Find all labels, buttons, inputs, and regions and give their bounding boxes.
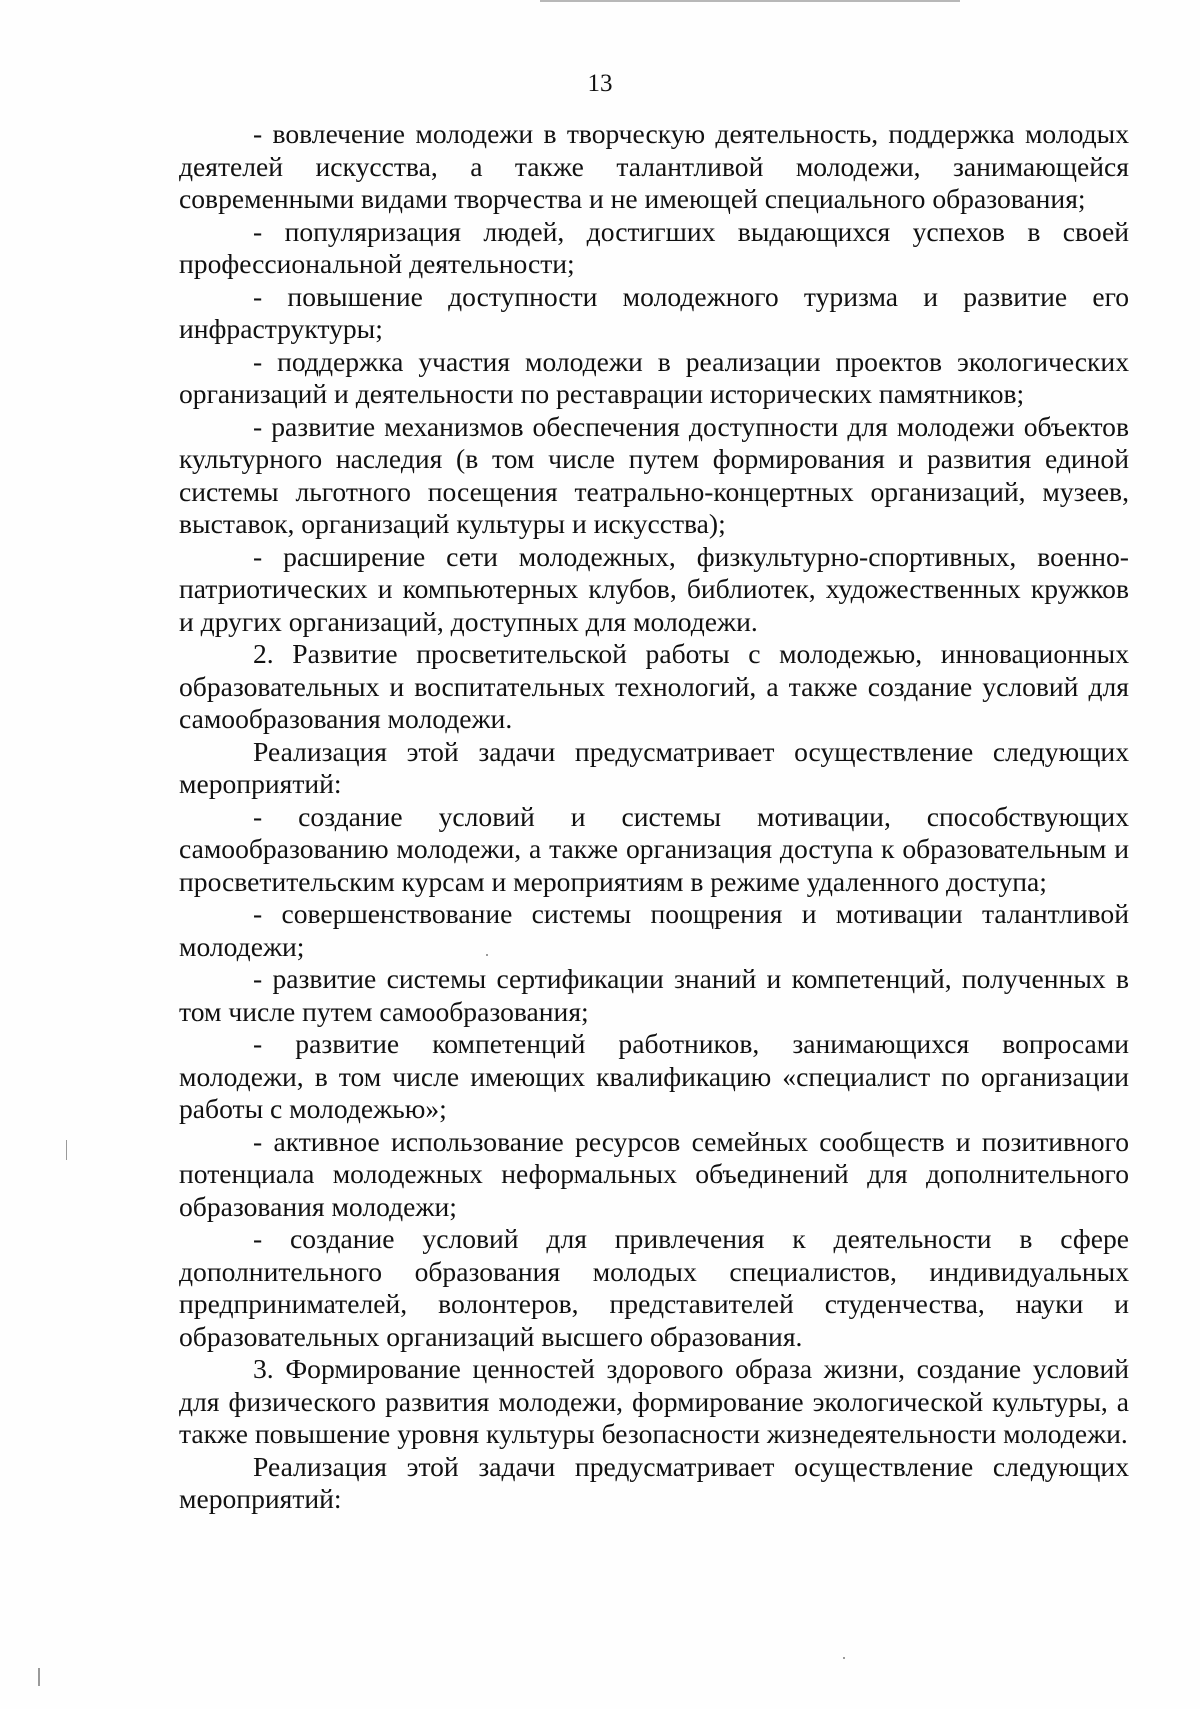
- scan-speck: [38, 1668, 40, 1686]
- paragraph: - расширение сети молодежных, физкультурно-спортивных, военно-патриотических и компьютерных клубов, библиотек, художественных кружков и других организаций, доступных для молодежи.: [179, 540, 1129, 637]
- scan-edge-line: [540, 0, 960, 2]
- paragraph: - совершенствование системы поощрения и мотивации талантливой молодежи;: [179, 898, 1129, 962]
- paragraph: - повышение доступности молодежного туризма и развитие его инфраструктуры;: [179, 280, 1129, 344]
- paragraph: - поддержка участия молодежи в реализации проектов экологических организаций и деятельности по реставрации исторических памятников;: [179, 345, 1129, 409]
- document-body: [179, 118, 1129, 1516]
- paragraph: - создание условий и системы мотивации, способствующих самообразованию молодежи, а также организация доступа к образовательным и просветительским курсам и мероприятиям в режиме удаленного доступа;: [179, 800, 1129, 897]
- paragraph: - вовлечение молодежи в творческую деятельность, поддержка молодых деятелей искусства, а также талантливой молодежи, занимающейся современными видами творчества и не имеющей специального образования;: [179, 118, 1129, 214]
- paragraph: - развитие механизмов обеспечения доступности для молодежи объектов культурного наследия (в том числе путем формирования и развития единой системы льготного посещения театрально-концертных организаций, музеев, выставок, организаций культуры и искусства);: [179, 410, 1129, 539]
- paragraph: - создание условий для привлечения к деятельности в сфере дополнительного образования молодых специалистов, индивидуальных предпринимателей, волонтеров, представителей студенчества, науки и образовательных организаций высшего образования.: [179, 1223, 1129, 1352]
- paragraph: - развитие системы сертификации знаний и компетенций, полученных в том числе путем самообразования;: [179, 963, 1129, 1027]
- paragraph: Реализация этой задачи предусматривает осуществление следующих мероприятий:: [179, 735, 1129, 799]
- scan-speck: [843, 1657, 845, 1659]
- paragraph: Реализация этой задачи предусматривает осуществление следующих мероприятий:: [179, 1450, 1129, 1514]
- paragraph: - популяризация людей, достигших выдающихся успехов в своей профессиональной деятельности;: [179, 215, 1129, 279]
- paragraph: - развитие компетенций работников, занимающихся вопросами молодежи, в том числе имеющих квалификацию «специалист по организации работы с молодежью»;: [179, 1028, 1129, 1124]
- paragraph: 3. Формирование ценностей здорового образа жизни, создание условий для физического развития молодежи, формирование экологической культуры, а также повышение уровня культуры безопасности жизнедеятельности молодежи.: [179, 1353, 1129, 1449]
- page-number: 13: [587, 70, 613, 97]
- scan-speck: [66, 1140, 67, 1160]
- paragraph: - активное использование ресурсов семейных сообществ и позитивного потенциала молодежных неформальных объединений для дополнительного образования молодежи;: [179, 1125, 1129, 1222]
- paragraph: 2. Развитие просветительской работы с молодежью, инновационных образовательных и воспитательных технологий, а также создание условий для самообразования молодежи.: [179, 638, 1129, 734]
- scan-speck: [486, 954, 488, 956]
